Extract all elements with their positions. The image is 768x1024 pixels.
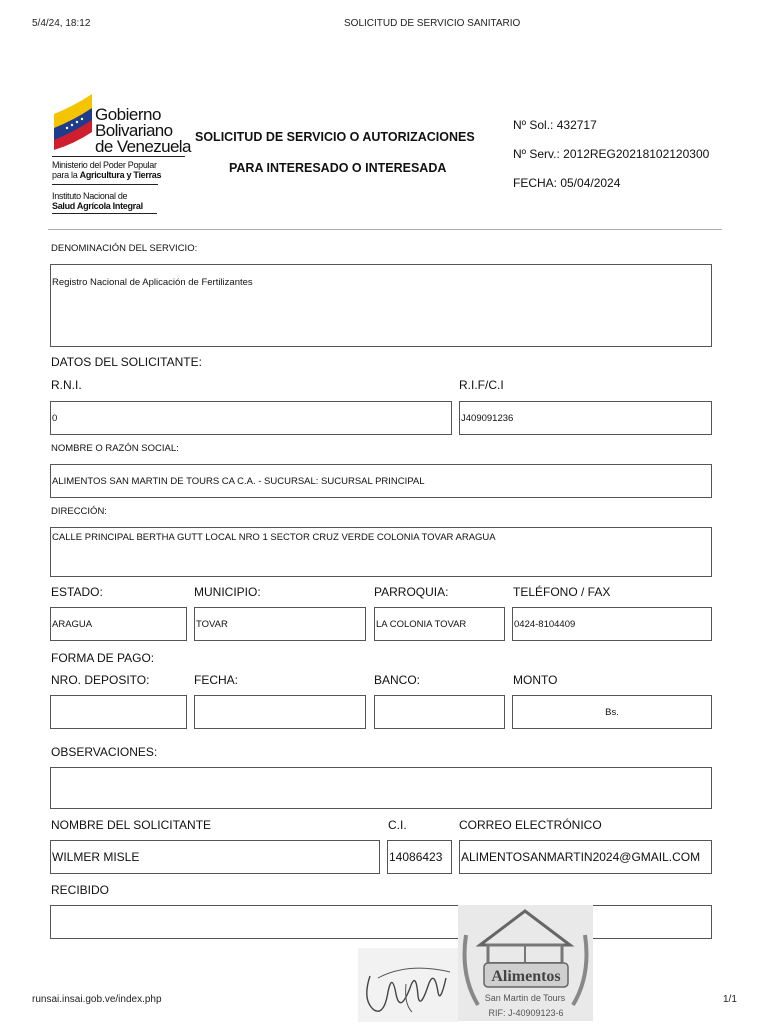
logo-divider — [52, 156, 185, 157]
state-label: ESTADO: — [51, 585, 103, 599]
address-label: DIRECCIÓN: — [51, 506, 107, 517]
rni-field[interactable]: 0 — [50, 401, 452, 435]
requester-ci-label: C.I. — [388, 818, 407, 832]
stamp-emblem-icon — [458, 905, 593, 1021]
print-page-number: 1/1 — [723, 994, 737, 1005]
requester-ci-field[interactable]: 14086423 — [387, 840, 452, 874]
print-title: SOLICITUD DE SERVICIO SANITARIO — [344, 18, 521, 29]
logo-divider-3 — [52, 213, 157, 214]
logo-divider-2 — [52, 184, 158, 185]
government-logo — [52, 92, 192, 216]
municipality-label: MUNICIPIO: — [194, 585, 261, 599]
business-name-label: NOMBRE O RAZÓN SOCIAL: — [51, 443, 179, 454]
rif-label: R.I.F/C.I — [459, 378, 504, 392]
document-title-line-2: PARA INTERESADO O INTERESADA — [229, 161, 447, 175]
state-field[interactable]: ARAGUA — [50, 607, 187, 641]
logo-line-3: de Venezuela — [95, 137, 191, 156]
header-separator — [48, 229, 722, 230]
address-field[interactable]: CALLE PRINCIPAL BERTHA GUTT LOCAL NRO 1 SECTOR CRUZ VERDE COLONIA TOVAR ARAGUA — [50, 527, 712, 577]
payment-section-title: FORMA DE PAGO: — [51, 651, 155, 665]
ministry-line-2: para la Agricultura y Tierras — [52, 170, 162, 180]
received-field[interactable] — [50, 905, 712, 939]
venezuela-flag-icon — [52, 92, 96, 152]
bank-label: BANCO: — [374, 673, 421, 687]
rni-label: R.N.I. — [51, 378, 82, 392]
deposit-field[interactable] — [50, 695, 187, 729]
received-label: RECIBIDO — [51, 883, 110, 897]
handwritten-signature — [358, 948, 458, 1022]
payment-date-label: FECHA: — [194, 673, 239, 687]
solicitud-number: Nº Sol.: 432717 — [513, 118, 597, 132]
municipality-field[interactable]: TOVAR — [194, 607, 366, 641]
rif-field[interactable]: J409091236 — [459, 401, 712, 435]
document-title-line-1: SOLICITUD DE SERVICIO O AUTORIZACIONES — [195, 130, 475, 144]
service-label: DENOMINACIÓN DEL SERVICIO: — [51, 243, 198, 254]
ministry-line-1: Ministerio del Poder Popular — [52, 160, 157, 170]
requester-email-label: CORREO ELECTRÓNICO — [459, 818, 602, 832]
svg-text:RIF: J-40909123-6: RIF: J-40909123-6 — [488, 1008, 564, 1018]
requester-name-field[interactable]: WILMER MISLE — [50, 840, 380, 874]
business-name-field[interactable]: ALIMENTOS SAN MARTIN DE TOURS CA C.A. - SUCURSAL: SUCURSAL PRINCIPAL — [50, 464, 712, 498]
bank-field[interactable] — [374, 695, 505, 729]
service-number: Nº Serv.: 2012REG20218102120300 — [513, 147, 710, 161]
amount-field[interactable]: Bs. — [512, 695, 712, 729]
deposit-label: NRO. DEPOSITO: — [51, 673, 150, 687]
company-stamp — [458, 905, 593, 1021]
logo-line-1: Gobierno — [95, 105, 161, 124]
parish-label: PARROQUIA: — [374, 585, 449, 599]
svg-text:Alimentos: Alimentos — [491, 968, 561, 985]
observations-label: OBSERVACIONES: — [51, 745, 158, 759]
observations-field[interactable] — [50, 767, 712, 809]
phone-label: TELÉFONO / FAX — [513, 585, 611, 599]
print-url: runsai.insai.gob.ve/index.php — [32, 994, 162, 1005]
service-field[interactable]: Registro Nacional de Aplicación de Fertilizantes — [50, 264, 712, 347]
phone-field[interactable]: 0424-8104409 — [512, 607, 712, 641]
requester-email-field[interactable]: ALIMENTOSANMARTIN2024@GMAIL.COM — [459, 840, 712, 874]
document-date: FECHA: 05/04/2024 — [513, 176, 621, 190]
applicant-section-title: DATOS DEL SOLICITANTE: — [51, 355, 202, 369]
amount-label: MONTO — [513, 673, 558, 687]
requester-name-label: NOMBRE DEL SOLICITANTE — [51, 818, 212, 832]
svg-text:San Martin de Tours: San Martin de Tours — [484, 993, 566, 1003]
institute-line-2: Salud Agrícola Integral — [52, 201, 143, 211]
parish-field[interactable]: LA COLONIA TOVAR — [374, 607, 505, 641]
payment-date-field[interactable] — [194, 695, 366, 729]
logo-line-2: Bolivariano — [95, 121, 173, 140]
institute-line-1: Instituto Nacional de — [52, 191, 128, 201]
print-datetime: 5/4/24, 18:12 — [32, 18, 91, 29]
